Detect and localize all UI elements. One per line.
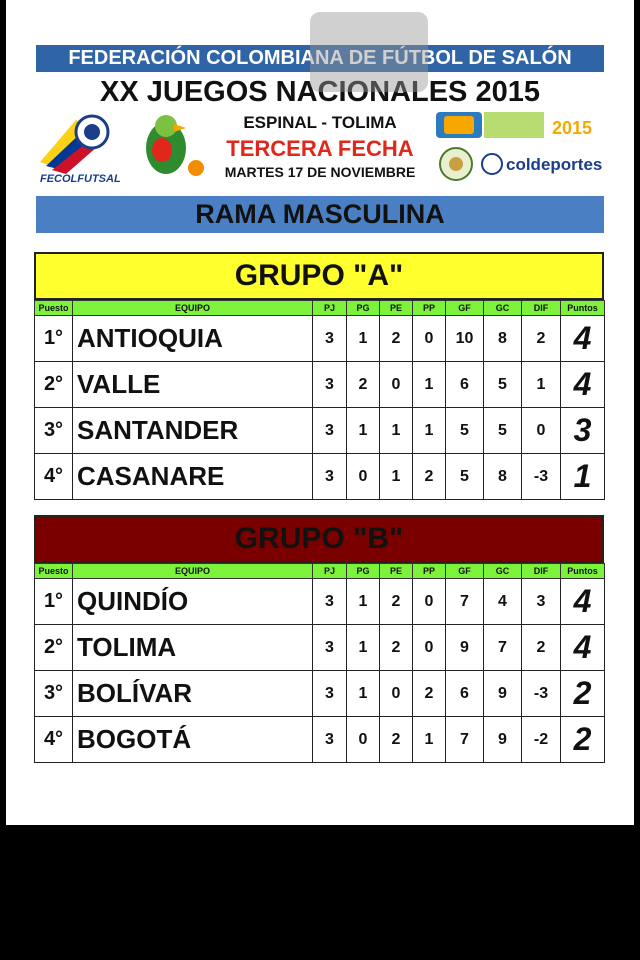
stat-cell: 3 — [313, 362, 347, 408]
stat-cell: 2 — [380, 316, 413, 362]
stat-cell: 10 — [446, 316, 484, 362]
column-header: PG — [347, 301, 380, 316]
stat-cell: 7 — [446, 579, 484, 625]
stat-cell: 2 — [380, 717, 413, 763]
column-header: GC — [484, 564, 522, 579]
stat-cell: 0 — [380, 671, 413, 717]
stat-cell: 1 — [413, 408, 446, 454]
stat-cell: 4 — [484, 579, 522, 625]
stat-cell: 2 — [380, 579, 413, 625]
stat-cell: -3 — [522, 454, 561, 500]
stat-cell: 3 — [313, 625, 347, 671]
stat-cell: 3 — [313, 717, 347, 763]
table-row — [35, 408, 605, 454]
stat-cell: 1 — [347, 671, 380, 717]
column-header: Puntos — [561, 564, 605, 579]
column-header: Puntos — [561, 301, 605, 316]
stat-cell: 2 — [380, 625, 413, 671]
position-cell: 4° — [35, 454, 73, 500]
column-header: PE — [380, 301, 413, 316]
points-cell: 4 — [561, 362, 605, 408]
stat-cell: 2 — [413, 671, 446, 717]
column-header: PE — [380, 564, 413, 579]
position-cell: 3° — [35, 671, 73, 717]
position-cell: 1° — [35, 316, 73, 362]
team-name-cell: QUINDÍO — [73, 579, 313, 625]
points-cell: 4 — [561, 625, 605, 671]
stat-cell: 6 — [446, 671, 484, 717]
stat-cell: 5 — [484, 362, 522, 408]
position-cell: 4° — [35, 717, 73, 763]
event-title: XX JUEGOS NACIONALES 2015 — [100, 76, 540, 108]
group-title: GRUPO "A" — [34, 252, 604, 300]
stat-cell: 1 — [380, 454, 413, 500]
position-cell: 2° — [35, 625, 73, 671]
group-b — [34, 515, 604, 763]
overlay-tab — [310, 12, 428, 92]
group-a — [34, 252, 604, 500]
stat-cell: 0 — [413, 579, 446, 625]
stat-cell: 8 — [484, 454, 522, 500]
stat-cell: 2 — [347, 362, 380, 408]
stat-cell: 2 — [522, 625, 561, 671]
column-header: EQUIPO — [73, 301, 313, 316]
points-cell: 1 — [561, 454, 605, 500]
stat-cell: 1 — [347, 579, 380, 625]
position-cell: 2° — [35, 362, 73, 408]
column-header: GF — [446, 564, 484, 579]
coldeportes-text: coldeportes — [506, 155, 603, 174]
points-cell: 3 — [561, 408, 605, 454]
column-header: PP — [413, 564, 446, 579]
column-header: EQUIPO — [73, 564, 313, 579]
table-row — [35, 717, 605, 763]
position-cell: 3° — [35, 408, 73, 454]
team-name-cell: BOGOTÁ — [73, 717, 313, 763]
standings-table — [34, 563, 605, 763]
stat-cell: 6 — [446, 362, 484, 408]
position-cell: 1° — [35, 579, 73, 625]
stat-cell: 0 — [522, 408, 561, 454]
team-name-cell: TOLIMA — [73, 625, 313, 671]
points-cell: 4 — [561, 579, 605, 625]
points-cell: 2 — [561, 717, 605, 763]
table-row — [35, 454, 605, 500]
stat-cell: 3 — [313, 579, 347, 625]
team-name-cell: VALLE — [73, 362, 313, 408]
team-name-cell: BOLÍVAR — [73, 671, 313, 717]
stat-cell: 2 — [413, 454, 446, 500]
stat-cell: 1 — [347, 316, 380, 362]
fecolfutsal-text: FECOLFUTSAL — [40, 173, 121, 184]
stat-cell: 0 — [413, 625, 446, 671]
stat-cell: 5 — [484, 408, 522, 454]
stat-cell: 0 — [347, 454, 380, 500]
points-cell: 4 — [561, 316, 605, 362]
table-row — [35, 625, 605, 671]
column-header: PJ — [313, 564, 347, 579]
stat-cell: 7 — [446, 717, 484, 763]
team-name-cell: CASANARE — [73, 454, 313, 500]
column-header: DIF — [522, 301, 561, 316]
stat-cell: 0 — [413, 316, 446, 362]
column-header: PJ — [313, 301, 347, 316]
stat-cell: 5 — [446, 454, 484, 500]
stat-cell: 1 — [347, 625, 380, 671]
stat-cell: 9 — [446, 625, 484, 671]
team-name-cell: ANTIOQUIA — [73, 316, 313, 362]
federation-banner: FEDERACIÓN COLOMBIANA DE FÚTBOL DE SALÓN — [36, 45, 604, 72]
column-header: PP — [413, 301, 446, 316]
column-header: Puesto — [35, 301, 73, 316]
location-text: ESPINAL - TOLIMA — [243, 113, 397, 132]
stat-cell: 8 — [484, 316, 522, 362]
rama-banner: RAMA MASCULINA — [36, 196, 604, 233]
column-header: DIF — [522, 564, 561, 579]
table-row — [35, 362, 605, 408]
stat-cell: 9 — [484, 717, 522, 763]
stat-cell: 1 — [380, 408, 413, 454]
stat-cell: 3 — [313, 454, 347, 500]
stat-cell: 0 — [380, 362, 413, 408]
stat-cell: 1 — [522, 362, 561, 408]
stat-cell: 3 — [313, 316, 347, 362]
group-title: GRUPO "B" — [34, 515, 604, 563]
stat-cell: 9 — [484, 671, 522, 717]
round-text: TERCERA FECHA — [226, 136, 414, 161]
juegos-coldeportes-logos — [434, 110, 604, 185]
column-header: PG — [347, 564, 380, 579]
fecolfutsal-logo — [36, 112, 216, 184]
stat-cell: -2 — [522, 717, 561, 763]
column-header: GF — [446, 301, 484, 316]
date-text: MARTES 17 DE NOVIEMBRE — [224, 164, 416, 180]
stat-cell: 1 — [413, 717, 446, 763]
stat-cell: 1 — [347, 408, 380, 454]
points-cell: 2 — [561, 671, 605, 717]
column-header: GC — [484, 301, 522, 316]
standings-table — [34, 300, 605, 500]
stat-cell: 7 — [484, 625, 522, 671]
team-name-cell: SANTANDER — [73, 408, 313, 454]
table-row — [35, 316, 605, 362]
stat-cell: 5 — [446, 408, 484, 454]
stat-cell: 3 — [313, 671, 347, 717]
svg-text:2015: 2015 — [552, 118, 593, 138]
stat-cell: 2 — [522, 316, 561, 362]
stat-cell: -3 — [522, 671, 561, 717]
table-row — [35, 579, 605, 625]
column-header: Puesto — [35, 564, 73, 579]
stat-cell: 3 — [313, 408, 347, 454]
stat-cell: 1 — [413, 362, 446, 408]
stat-cell: 0 — [347, 717, 380, 763]
table-row — [35, 671, 605, 717]
stat-cell: 3 — [522, 579, 561, 625]
